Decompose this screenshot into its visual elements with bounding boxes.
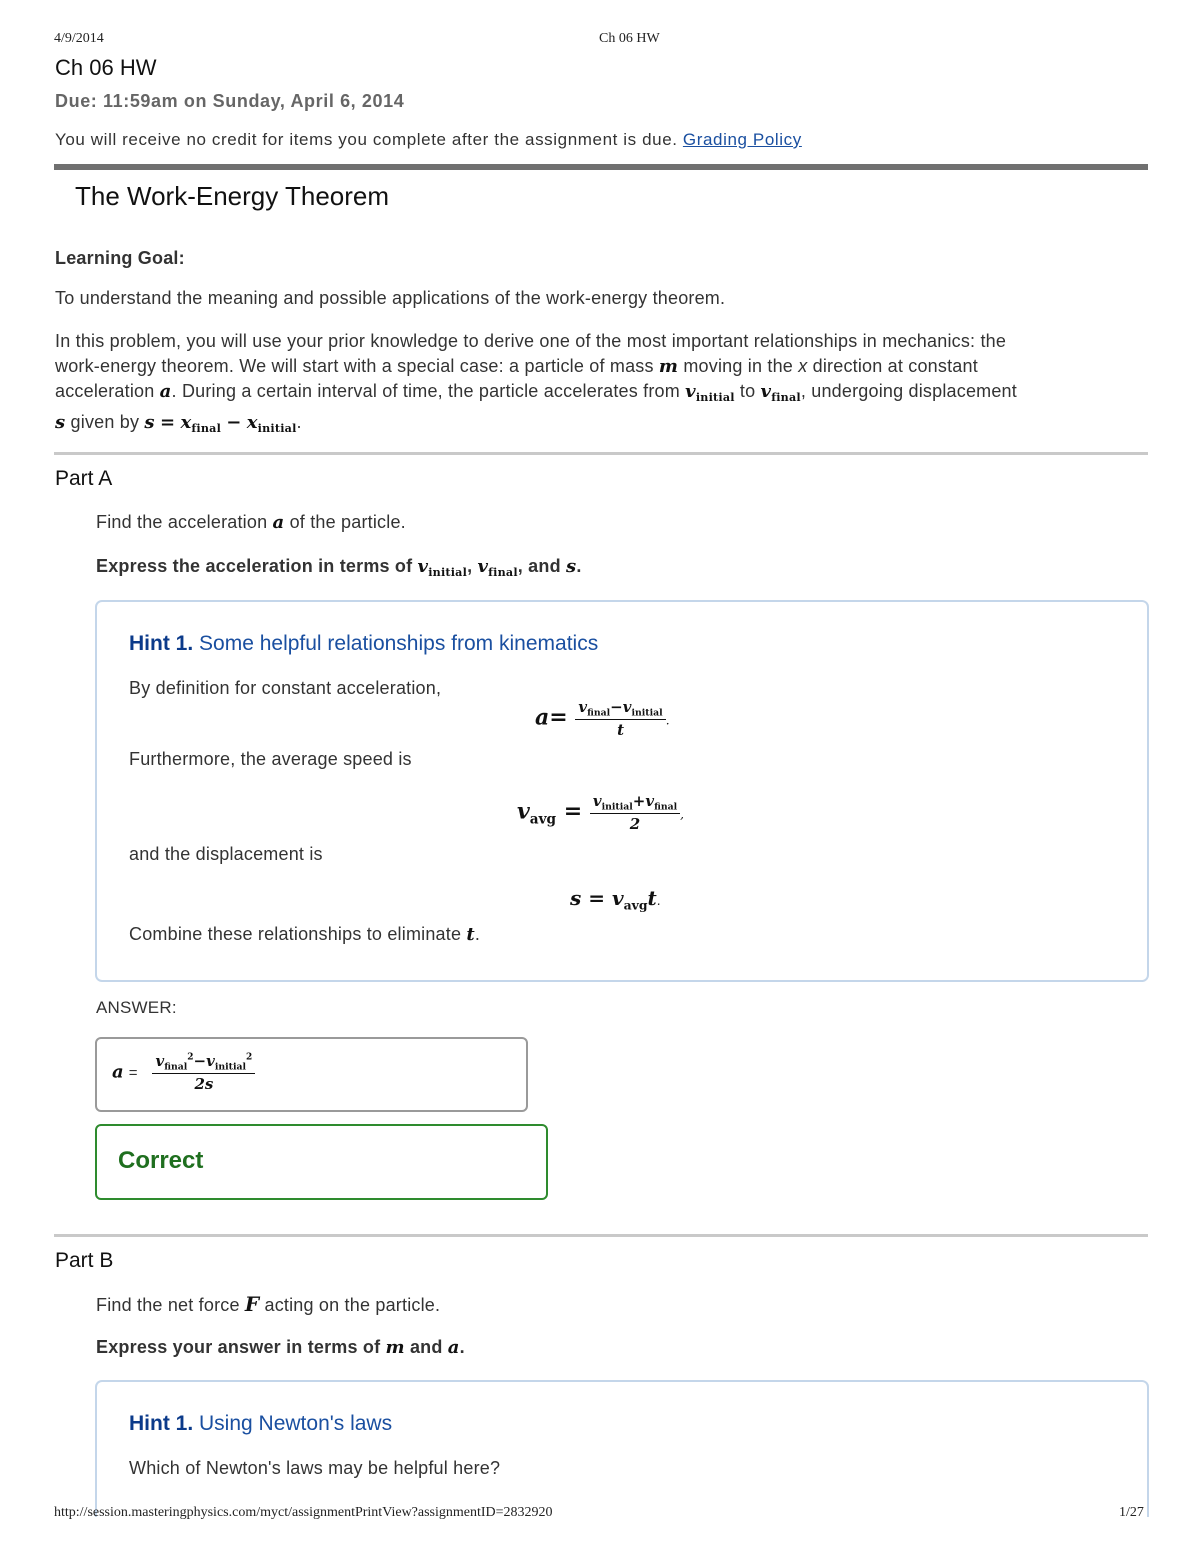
hint-line-4: Combine these relationships to eliminate t. xyxy=(129,924,481,945)
correct-status: Correct xyxy=(118,1147,204,1174)
intro-line-3: acceleration a. During a certain interval of time, the particle accelerates from $v_{initial}$ to $v_{final}$, undergoing displacement xyxy=(55,381,1017,404)
part-a-divider xyxy=(54,452,1148,455)
part-b-divider xyxy=(54,1234,1148,1237)
part-a-instruction: Express the acceleration in terms of $v_{initial}$, $v_{final}$, and s. xyxy=(96,556,582,579)
learning-goal-label: Learning Goal: xyxy=(55,248,185,268)
late-notice-text: You will receive no credit for items you complete after the assignment is due. xyxy=(55,130,678,149)
hint-line-3: and the displacement is xyxy=(129,844,323,864)
part-b-hint-line-1: Which of Newton's laws may be helpful here? xyxy=(129,1458,501,1478)
problem-title: The Work-Energy Theorem xyxy=(75,181,390,211)
equation-average-speed: $v_{avg}$ = $\frac{v_{initial}+v_{final}}{2}$ , xyxy=(517,792,684,834)
print-page-number: 1/27 xyxy=(1119,1505,1144,1520)
answer-box xyxy=(95,1037,528,1112)
equation-displacement: $s = v_{avg}t$. xyxy=(570,886,661,913)
answer-equation: a = $\frac{v_{final}^2-v_{initial}^2}{2s}$ xyxy=(112,1052,255,1093)
intro-line-2: work-energy theorem. We will start with a special case: a particle of mass m moving in the x direction at constant xyxy=(55,356,978,377)
part-b-question: Find the net force F acting on the particle. xyxy=(96,1292,441,1316)
answer-label: ANSWER: xyxy=(96,998,177,1017)
intro-line-4: s given by $s = x_{final} - x_{initial}$. xyxy=(55,411,302,435)
part-b-hint-title[interactable]: Hint 1. Using Newton's laws xyxy=(129,1412,393,1435)
print-url: http://session.masteringphysics.com/myct/assignmentPrintView?assignmentID=2832920 xyxy=(54,1505,553,1520)
print-title: Ch 06 HW xyxy=(599,31,660,46)
correct-feedback-box xyxy=(95,1124,548,1200)
part-a-hint-box xyxy=(95,600,1149,982)
grading-policy-link[interactable]: Grading Policy xyxy=(682,130,802,149)
part-a-label: Part A xyxy=(55,467,113,490)
late-notice xyxy=(55,130,802,150)
print-date: 4/9/2014 xyxy=(54,31,104,46)
part-b-label: Part B xyxy=(55,1249,114,1272)
part-a-hint-title[interactable]: Hint 1. Some helpful relationships from kinematics xyxy=(129,632,599,655)
intro-line-1: In this problem, you will use your prior knowledge to derive one of the most important relationships in mechanics: the xyxy=(55,331,1007,351)
assignment-title: Ch 06 HW xyxy=(55,55,157,80)
hint-line-2: Furthermore, the average speed is xyxy=(129,749,412,769)
equation-acceleration: a= $\frac{v_{final}-v_{initial}}{t}$ . xyxy=(535,698,670,740)
hint-line-1: By definition for constant acceleration, xyxy=(129,678,442,698)
due-date: Due: 11:59am on Sunday, April 6, 2014 xyxy=(55,91,405,111)
header-divider xyxy=(54,164,1148,170)
learning-goal-text: To understand the meaning and possible applications of the work-energy theorem. xyxy=(55,288,726,308)
part-b-hint-box xyxy=(95,1380,1149,1517)
problem-intro xyxy=(55,329,1155,441)
part-b-instruction: Express your answer in terms of m and a. xyxy=(96,1337,465,1358)
part-a-question: Find the acceleration a of the particle. xyxy=(96,512,406,533)
